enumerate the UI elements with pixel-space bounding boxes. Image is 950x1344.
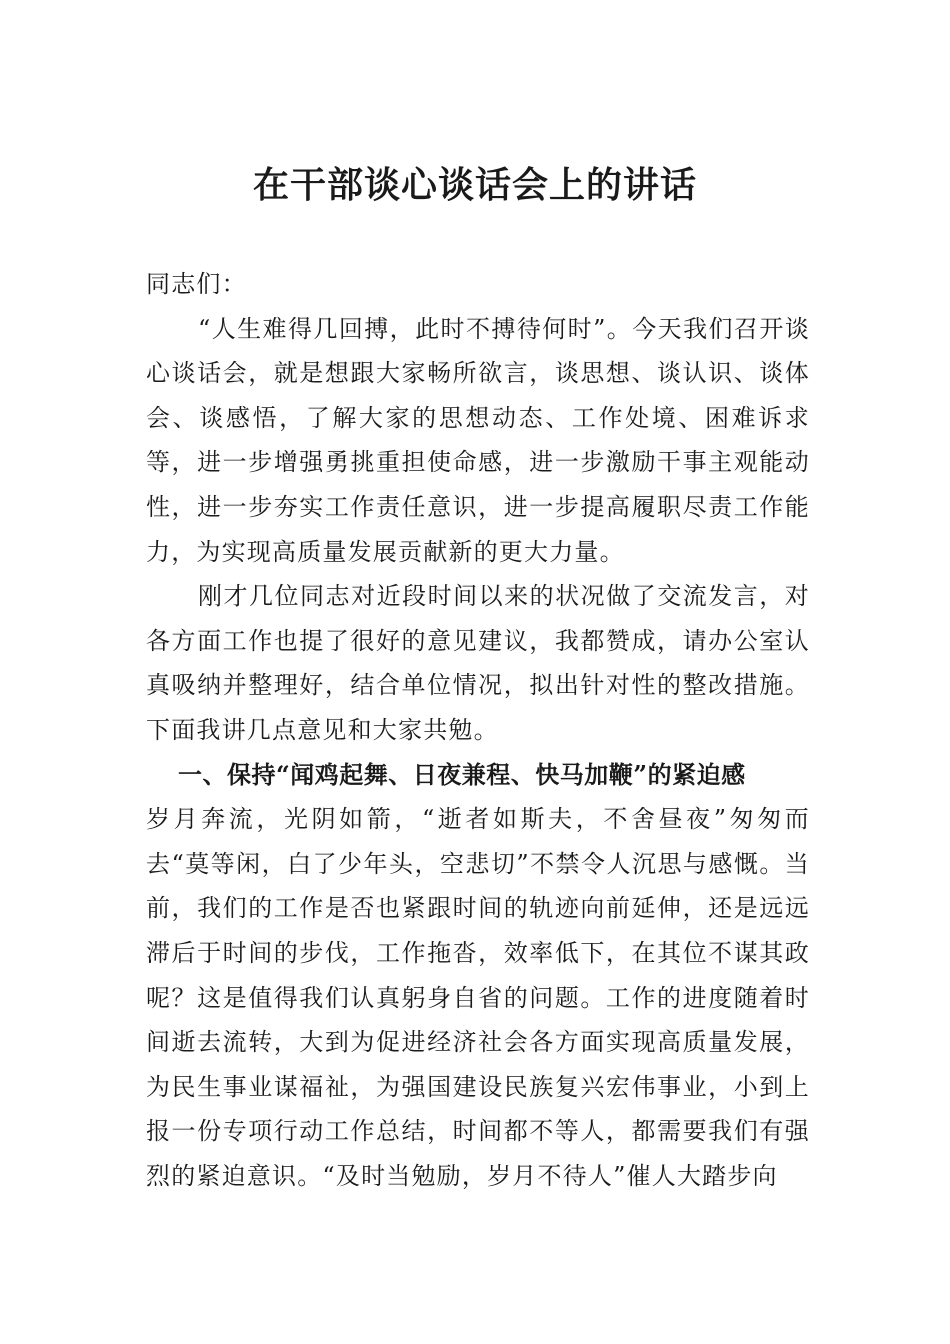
paragraph-response: 刚才几位同志对近段时间以来的状况做了交流发言，对各方面工作也提了很好的意见建议，我都赞成，请办公室认真吸纳并整理好，结合单位情况，拟出针对性的整改措施。下面我讲几点意见和大家共勉。 — [146, 582, 810, 744]
paragraph-opening: “人生难得几回搏，此时不搏待何时”。今天我们召开谈心谈话会，就是想跟大家畅所欲言，谈思想、谈认识、谈体会、谈感悟，了解大家的思想动态、工作处境、困难诉求等，进一步增强勇挑重担使命感，进一步激励干事主观能动性，进一步夯实工作责任意识，进一步提高履职尽责工作能力，为实现高质量发展贡献新的更大力量。 — [146, 314, 810, 566]
section-heading: 一、保持“闻鸡起舞、日夜兼程、快马加鞭”的紧迫感 — [178, 759, 746, 789]
document-body — [146, 262, 810, 1198]
document-title: 在干部谈心谈话会上的讲话 — [252, 164, 697, 206]
salutation: 同志们： — [146, 270, 247, 298]
section-paragraph: 岁月奔流，光阴如箭，“逝者如斯夫，不舍昼夜”匆匆而去“莫等闲，白了少年头，空悲切”不禁令人沉思与感慨。当前，我们的工作是否也紧跟时间的轨迹向前延伸，还是远远滞后于时间的步伐，工作拖沓，效率低下，在其位不谋其政呢？这是值得我们认真躬身自省的问题。工作的进度随着时间逝去流转，大到为促进经济社会各方面实现高质量发展，为民生事业谋福祉，为强国建设民族复兴宏伟事业，小到上报一份专项行动工作总结，时间都不等人，都需要我们有强烈的紧迫意识。“及时当勉励，岁月不待人”催人大踏步向 — [146, 805, 810, 1190]
